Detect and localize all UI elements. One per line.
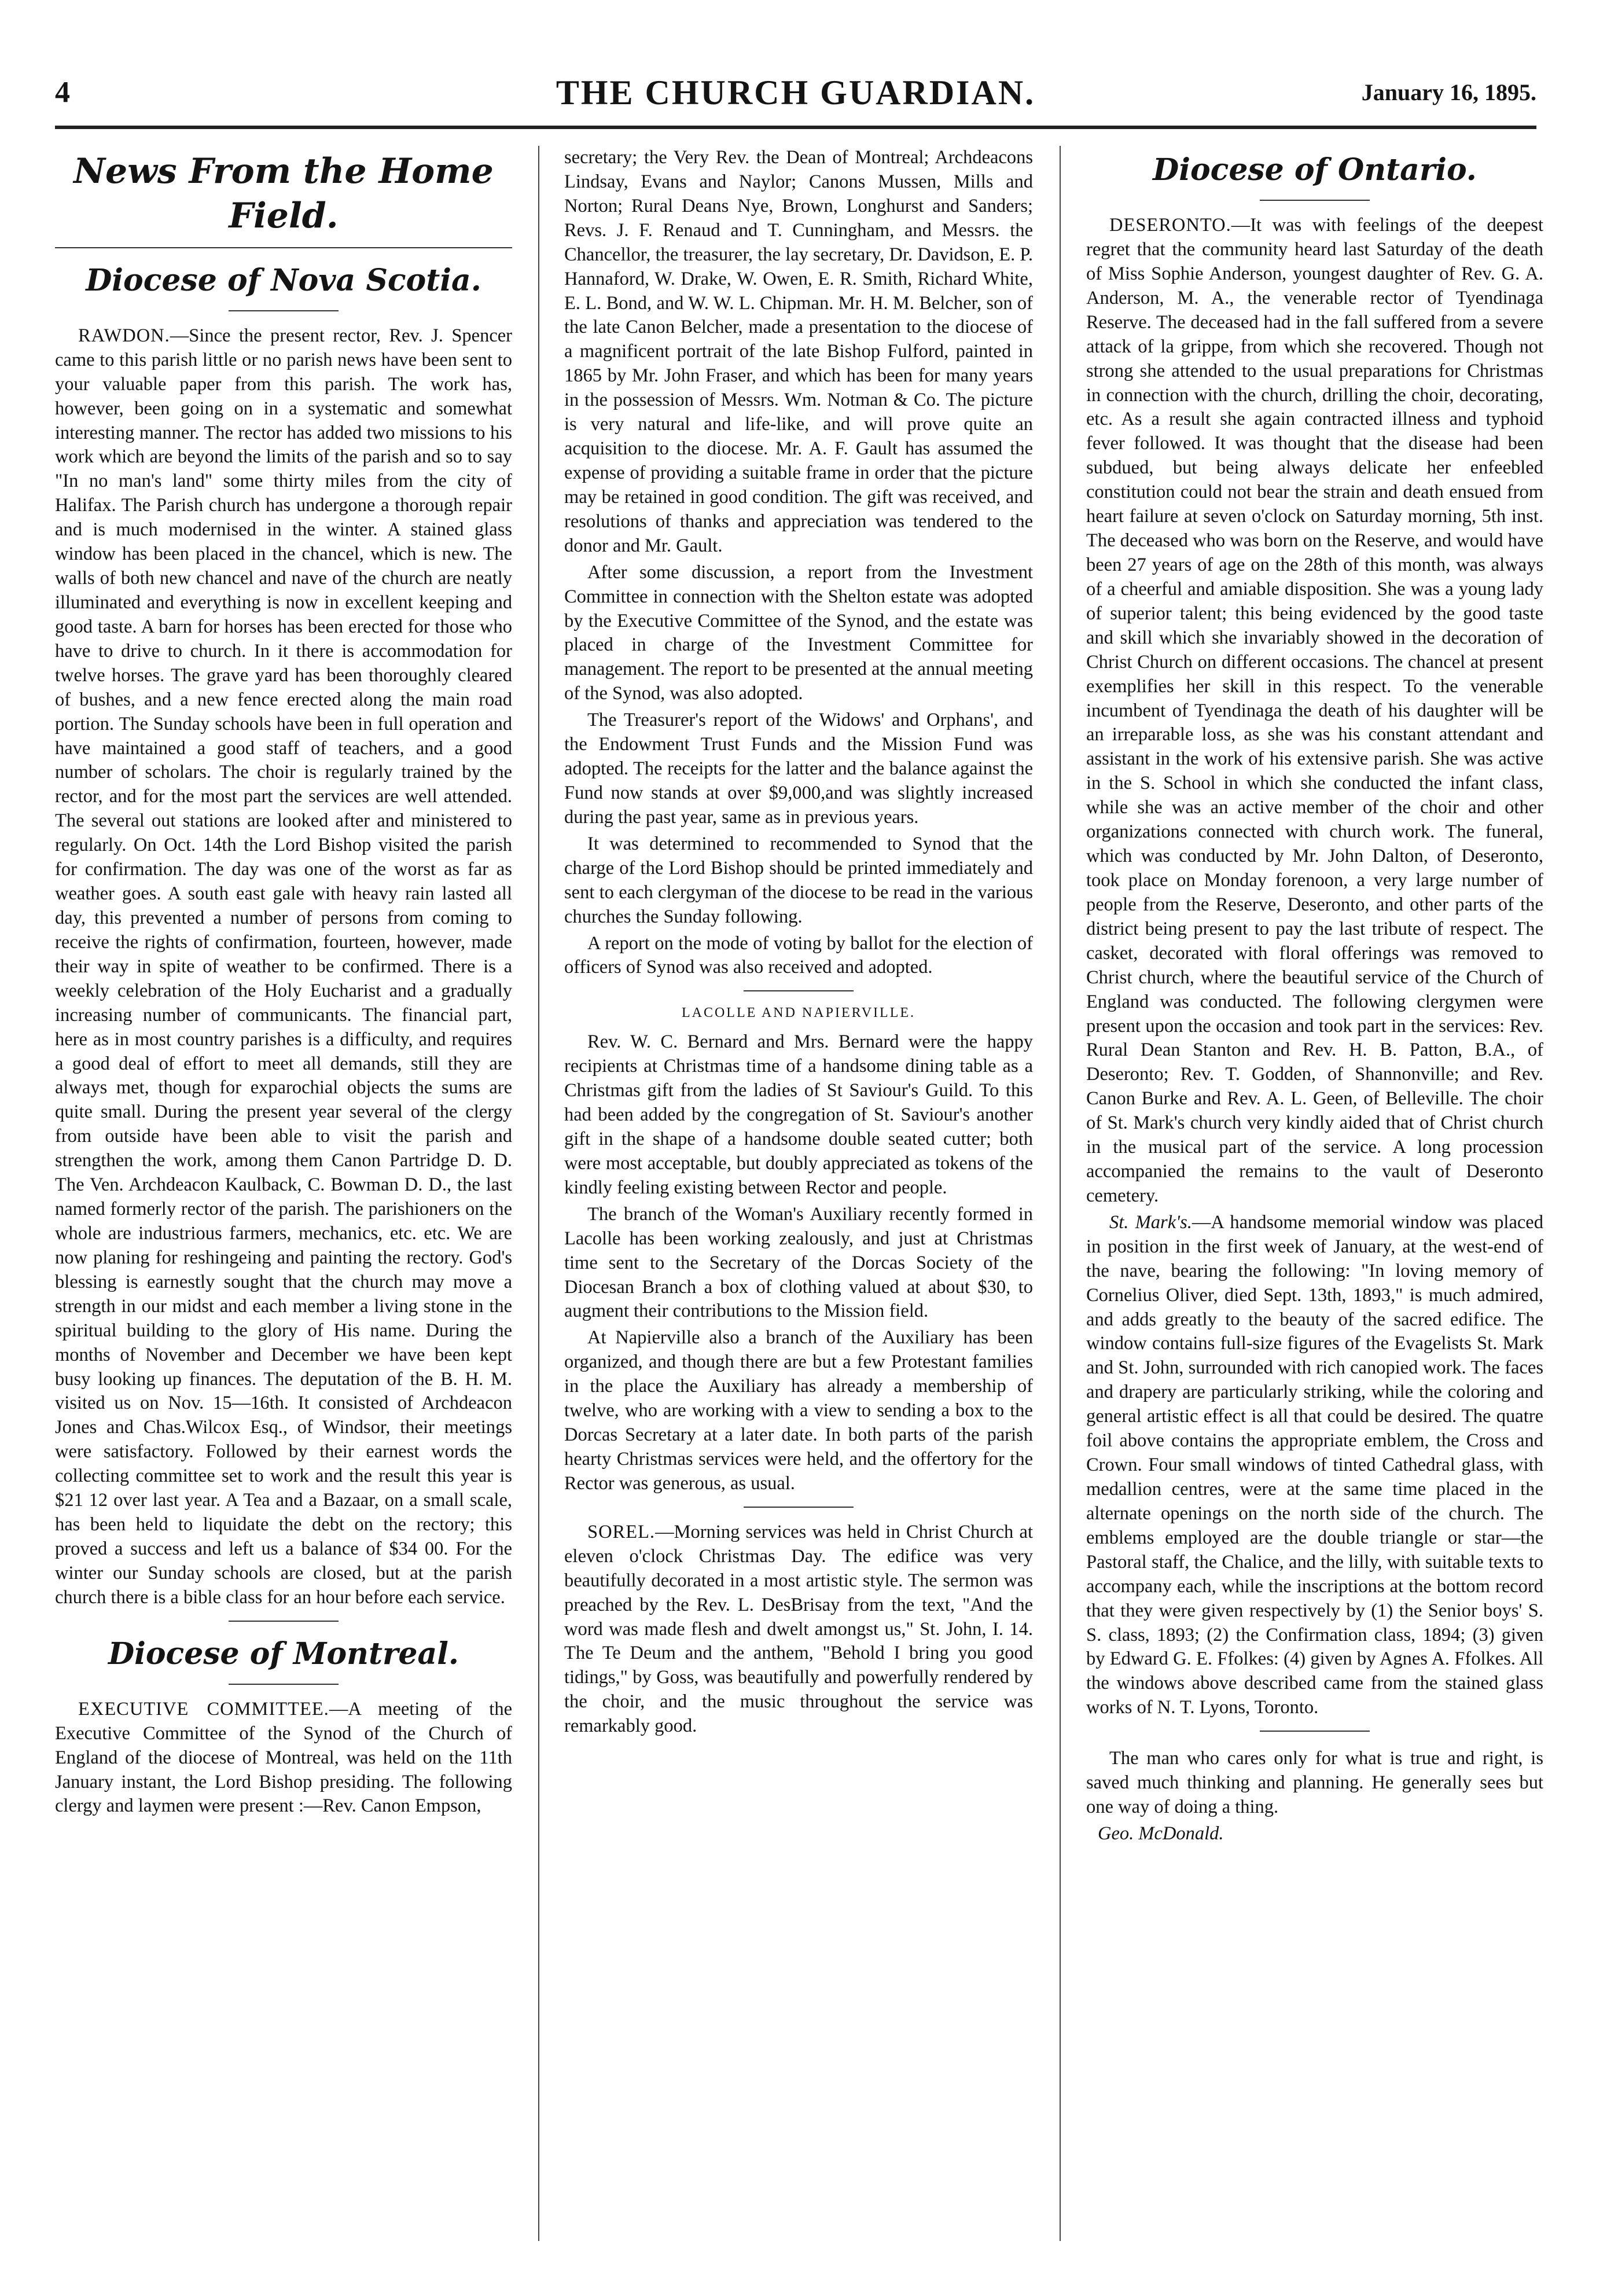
masthead (55, 68, 1536, 123)
column-3 (1086, 146, 1543, 2241)
dateline: EXECUTIVE COMMITTEE. (78, 1698, 329, 1720)
article-continued: secretary; the Very Rev. the Dean of Montreal; Archdeacons Lindsay, Evans and Naylor; Canons Mussen, Mills and Norton; Rural Deans Nye, Brown, Longhurst and Sanders; Revs. J. F. Renaud and T. Cunningham, and Messrs. the Chancellor, the treasurer, the lay secretary, Dr. Davidson, E. P. Hannaford, W. Drake, W. Owen, E. R. Smith, Richard White, E. L. Bond, and W. W. L. Chipman. Mr. H. M. Belcher, son of the late Canon Belcher, made a presentation to the diocese of a magnificent portrait of the late Bishop Fulford, painted in 1865 by Mr. John Fraser, and which has been for many years in the possession of Messrs. Wm. Notman & Co. The picture is very natural and life-like, and will prove quite an acquisition to the diocese. Mr. A. F. Gault has assumed the expense of providing a suitable frame in order that the picture may be retained in good condition. The gift was received, and resolutions of thanks and appreciation was tendered to the donor and Mr. Gault. (564, 147, 1033, 556)
dateline: RAWDON. (78, 325, 170, 346)
divider (744, 1507, 854, 1508)
divider (229, 310, 339, 311)
page-number: 4 (55, 76, 70, 109)
ontario-heading: Diocese of Ontario. (1153, 152, 1477, 188)
article-text: —Morning services was held in Christ Church at eleven o'clock Christmas Day. The edifice was very beautifully decorated in a most artistic style. The sermon was preached by the Rev. L. DesBrisay from the text, "And the word was made flesh and dwelt amongst us," St. John, I. 14. The Te Deum and the anthem, "Behold I bring you good tidings," by Goss, was beautifully and powerfully rendered by the choir, and the music throughout the service was remarkably good. (564, 1521, 1033, 1737)
article-rawdon (55, 324, 512, 1610)
dateline: St. Mark's. (1109, 1211, 1192, 1233)
issue-date: January 16, 1895. (1361, 79, 1536, 105)
article-text: —A handsome memorial window was placed in position in the first week of January, at the west-end of the nave, bearing the following: "In loving memory of Cornelius Oliver, died Sept. 13th, 1893," is much admired, and adds greatly to the beauty of the sacred edifice. The window contains full-size figures of the Evagelists St. Mark and St. John, surrounded with rich canopied work. The faces and drapery are particularly striking, while the coloring and general artistic effect is all that could be desired. The quatre foil above contains the appropriate emblem, the Cross and Crown. Four small windows of tinted Cathedral glass, with medallion centres, were at the same time placed in the alternate openings on the north side of the church. The emblems employed are the double triangle or star—the Pastoral staff, the Chalice, and the lilly, with suitable texts to accompany each, while the inscriptions at the bottom record that they were given respectively by (1) the Senior boys' S. S. class, 1893; (2) the Confirmation class, 1894; (3) given by Edward G. E. Ffolkes: (4) given by Agnes A. Ffolkes. All the windows above described came from the stained glass works of N. T. Lyons, Toronto. (1086, 1211, 1543, 1718)
article-deseronto (1086, 214, 1543, 1208)
article-text: —Since the present rector, Rev. J. Spencer came to this parish little or no parish news have been sent to your valuable paper from this parish. The work has, however, been going on in a systematic and somewhat interesting manner. The rector has added two missions to his work which are beyond the limits of the parish and so to say "In no man's land" some thirty miles from the city of Halifax. The Parish church has undergone a thorough repair and is much modernised in the winter. A stained glass window has been placed in the chancel, which is new. The walls of both new chancel and nave of the church are neatly illuminated and everything is now in excellent keeping and good taste. A barn for horses has been erected for those who have to drive to church. In it there is accommodation for twelve horses. The grave yard has been thoroughly cleared of bushes, and a new fence erected along the main road portion. The Sunday schools have been in full operation and have maintained a good staff of teachers, and a good number of scholars. The choir is regularly trained by the rector, and for the most part the services are well attended. The several out stations are looked after and ministered to regularly. On Oct. 14th the Lord Bishop visited the parish for confirmation. The day was one of the worst as far as weather goes. A south east gale with heavy rain lasted all day, this prevented a number of persons from coming to receive the rights of confirmation, fourteen, however, made their way in spite of weather to be confirmed. There is a weekly celebration of the Holy Eucharist and a gradually increasing number of communicants. The financial part, here as in most country parishes is a difficulty, and requires a good deal of effort to meet all demands, still they are always met, though for exparochial objects the sums are quite small. During the present year several of the clergy from outside have been able to visit the parish and strengthen the work, among them Canon Partridge D. D. The Ven. Archdeacon Kaulback, C. Bowman D. D., the last named formerly rector of the parish. The parishioners on the whole are industrious farmers, mechanics, etc. etc. We are now planing for reshingeing and painting the rectory. God's blessing is earnestly sought that the church may move a strength in our midst and each member a living stone in the spiritual building to the glory of His name. During the months of November and December we have been kept busy looking up finances. The deputation of the B. H. M. visited us on Nov. 15—16th. It consisted of Archdeacon Jones and Chas.Wilcox Esq., of Windsor, their meetings were satisfactory. Followed by their earnest words the collecting committee set to work and the result this year is $21 12 over last year. A Tea and a Bazaar, on a small scale, has been held to liquidate the debt on the rectory; this proved a success and left us a balance of $34 00. For the winter our Sunday schools are closed, but at the parish church there is a bible class for an hour before each service. (55, 325, 512, 1608)
article-executive-committee (55, 1698, 512, 1819)
quotation-author: Geo. McDonald. (1098, 1823, 1224, 1844)
newspaper-title: THE CHURCH GUARDIAN. (556, 74, 1036, 112)
divider (1260, 200, 1370, 201)
column-divider-2 (1060, 146, 1061, 2241)
column-2 (564, 146, 1033, 2241)
divider (744, 990, 854, 991)
divider (229, 1684, 339, 1685)
article-st-marks (1086, 1211, 1543, 1720)
paragraph: The Treasurer's report of the Widows' and Orphans', and the Endowment Trust Funds and the Mission Fund was adopted. The receipts for the latter and the balance against the Fund now stands at over $9,000,and was slightly increased during the past year, same as in previous years. (564, 710, 1033, 828)
paragraph: Rev. W. C. Bernard and Mrs. Bernard were the happy recipients at Christmas time of a handsome dining table as a Christmas gift from the ladies of St Saviour's Guild. To this had been added by the congregation of St. Saviour's another gift in the shape of a handsome double seated cutter; both were most acceptable, but doubly appreciated as tokens of the kindly feeling existing between Rector and people. (564, 1031, 1033, 1198)
quotation: The man who cares only for what is true and right, is saved much thinking and planning. He generally sees but one way of doing a thing. (1086, 1748, 1543, 1818)
paragraph: A report on the mode of voting by ballot for the election of officers of Synod was also received and adopted. (564, 932, 1033, 978)
paragraph: At Napierville also a branch of the Auxiliary has been organized, and though there are but a few Protestant families in the place the Auxiliary has already a membership of twelve, who are working with a view to sending a box to the Dorcas Secretary at a later date. In both parts of the parish hearty Christmas services were held, and the offertory for the Rector was generous, as usual. (564, 1327, 1033, 1494)
article-text: —It was with feelings of the deepest regret that the community heard last Saturday of the death of Miss Sophie Anderson, youngest daughter of Rev. G. A. Anderson, M. A., the venerable rector of Tyendinaga Reserve. The deceased had in the fall suffered from a severe attack of la grippe, from which she recovered. Though not strong she attended to the usual preparations for Christmas in connection with the church, drilling the choir, decorating, etc. As a result she again contracted illness and typhoid fever followed. It was thought that the disease had been subdued, but being always delicate her enfeebled constitution could not bear the strain and death ensued from heart failure at seven o'clock on Saturday morning, 5th inst. The deceased who was born on the Reserve, and would have been 27 years of age on the 28th of this month, was always of a cheerful and amiable disposition. She was a young lady of superior talent; this being evidenced by the good taste and skill which she invariably showed in the decoration of Christ Church on different occasions. The chancel at present exemplifies her skill in this respect. To the venerable incumbent of Tyendinaga the death of his daughter will be an irreparable loss, as she was his constant attendant and assistant in the work of his extensive parish. She was active in the S. School in which she conducted the infant class, while she was an active member of the choir and other organizations connected with church work. The funeral, which was conducted by Mr. John Dalton, of Deseronto, took place on Monday forenoon, a very large number of people from the Reserve, Deseronto, and other parts of the district being present to pay the last tribute of respect. The casket, decorated with floral offerings was removed to Christ church, where the beautiful service of the Church of England was conducted. The following clergymen were present upon the occasion and took part in the services: Rev. Rural Dean Stanton and Rev. H. B. Patton, B.A., of Deseronto; Rev. T. Godden, of Shannonville; and Rev. Canon Burke and Rev. A. L. Geen, of Belleville. The choir of St. Mark's church very kindly aided that of Christ church in the musical part of the service. A long procession accompanied the remains to the vault of Deseronto cemetery. (1086, 215, 1543, 1206)
dateline: SOREL. (587, 1521, 656, 1542)
divider (229, 1621, 339, 1622)
paragraph: It was determined to recommended to Synod that the charge of the Lord Bishop should be printed immediately and sent to each clergyman of the diocese to be read in the various churches the Sunday following. (564, 833, 1033, 927)
paragraph: After some discussion, a report from the Investment Committee in connection with the Shelton estate was adopted by the Executive Committee of the Synod, and the estate was placed in charge of the Investment Committee for management. The report to be presented at the annual meeting of the Synod, was also adopted. (564, 561, 1033, 704)
nova-scotia-heading: Diocese of Nova Scotia. (86, 262, 481, 298)
section-rule (55, 247, 512, 248)
montreal-heading: Diocese of Montreal. (108, 1636, 459, 1672)
article-text: —A meeting of the Executive Committee of the Synod of the Church of England of the diocese of Montreal, was held on the 11th January instant, the Lord Bishop presiding. The following clergy and laymen were present :—Rev. Canon Empson, (55, 1698, 512, 1817)
masthead-rule (55, 126, 1536, 129)
section-title: News From the Home Field. (73, 151, 494, 237)
paragraph: The branch of the Woman's Auxiliary recently formed in Lacolle has been working zealously, and just at Christmas time sent to the Secretary of the Dorcas Society of the Diocesan Branch a box of clothing valued at about $30, to augment their contributions to the Mission field. (564, 1203, 1033, 1322)
subheading-lacolle: LACOLLE AND NAPIERVILLE. (681, 1005, 916, 1021)
dateline: DESERONTO. (1109, 215, 1231, 236)
column-divider-1 (538, 146, 539, 2241)
divider (1260, 1731, 1370, 1732)
column-1 (55, 146, 512, 2241)
article-sorel (564, 1520, 1033, 1739)
